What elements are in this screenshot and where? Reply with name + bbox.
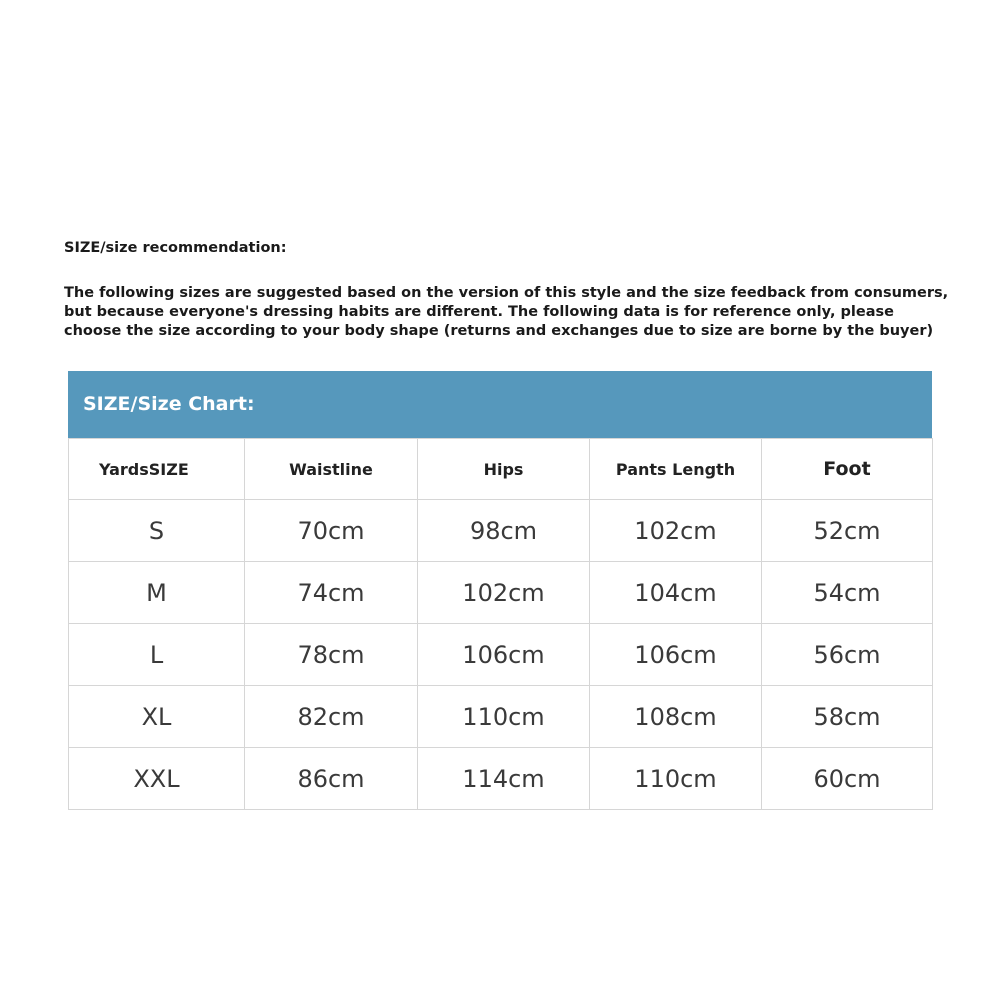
intro-line: but because everyone's dressing habits are different. The following data is for reference only, please [64, 304, 894, 320]
table-cell: 106cm [590, 624, 762, 686]
table-cell: 78cm [245, 624, 418, 686]
table-cell: 104cm [590, 562, 762, 624]
column-header-waistline: Waistline [245, 439, 418, 500]
table-cell: 74cm [245, 562, 418, 624]
column-header-pants-length: Pants Length [590, 439, 762, 500]
table-cell: L [69, 624, 245, 686]
table-cell: 110cm [418, 686, 590, 748]
table-cell: 82cm [245, 686, 418, 748]
table-cell: M [69, 562, 245, 624]
table-cell: XXL [69, 748, 245, 810]
table-row [69, 748, 933, 810]
table-cell: 60cm [762, 748, 933, 810]
table-cell: 98cm [418, 500, 590, 562]
table-cell: 102cm [418, 562, 590, 624]
intro-line: The following sizes are suggested based on the version of this style and the size feedback from consumers, [64, 285, 949, 301]
column-header-size: YardsSIZE [69, 439, 245, 500]
table-row [69, 500, 933, 562]
size-chart-title: SIZE/Size Chart: [68, 371, 932, 438]
table-header-row [69, 439, 933, 500]
table-row [69, 686, 933, 748]
table-cell: 108cm [590, 686, 762, 748]
table-cell: 54cm [762, 562, 933, 624]
table-cell: S [69, 500, 245, 562]
table-cell: 70cm [245, 500, 418, 562]
table-cell: XL [69, 686, 245, 748]
table-cell: 58cm [762, 686, 933, 748]
table-cell: 102cm [590, 500, 762, 562]
table-cell: 110cm [590, 748, 762, 810]
table-cell: 114cm [418, 748, 590, 810]
table-cell: 86cm [245, 748, 418, 810]
table-cell: 106cm [418, 624, 590, 686]
table-row [69, 562, 933, 624]
column-header-foot: Foot [762, 439, 933, 500]
intro-paragraph [64, 284, 964, 341]
section-heading: SIZE/size recommendation: [64, 240, 287, 256]
table-row [69, 624, 933, 686]
table-cell: 52cm [762, 500, 933, 562]
size-table [68, 438, 933, 810]
intro-line: choose the size according to your body shape (returns and exchanges due to size are borne by the buyer) [64, 323, 934, 339]
column-header-hips: Hips [418, 439, 590, 500]
table-cell: 56cm [762, 624, 933, 686]
size-chart [68, 371, 932, 810]
